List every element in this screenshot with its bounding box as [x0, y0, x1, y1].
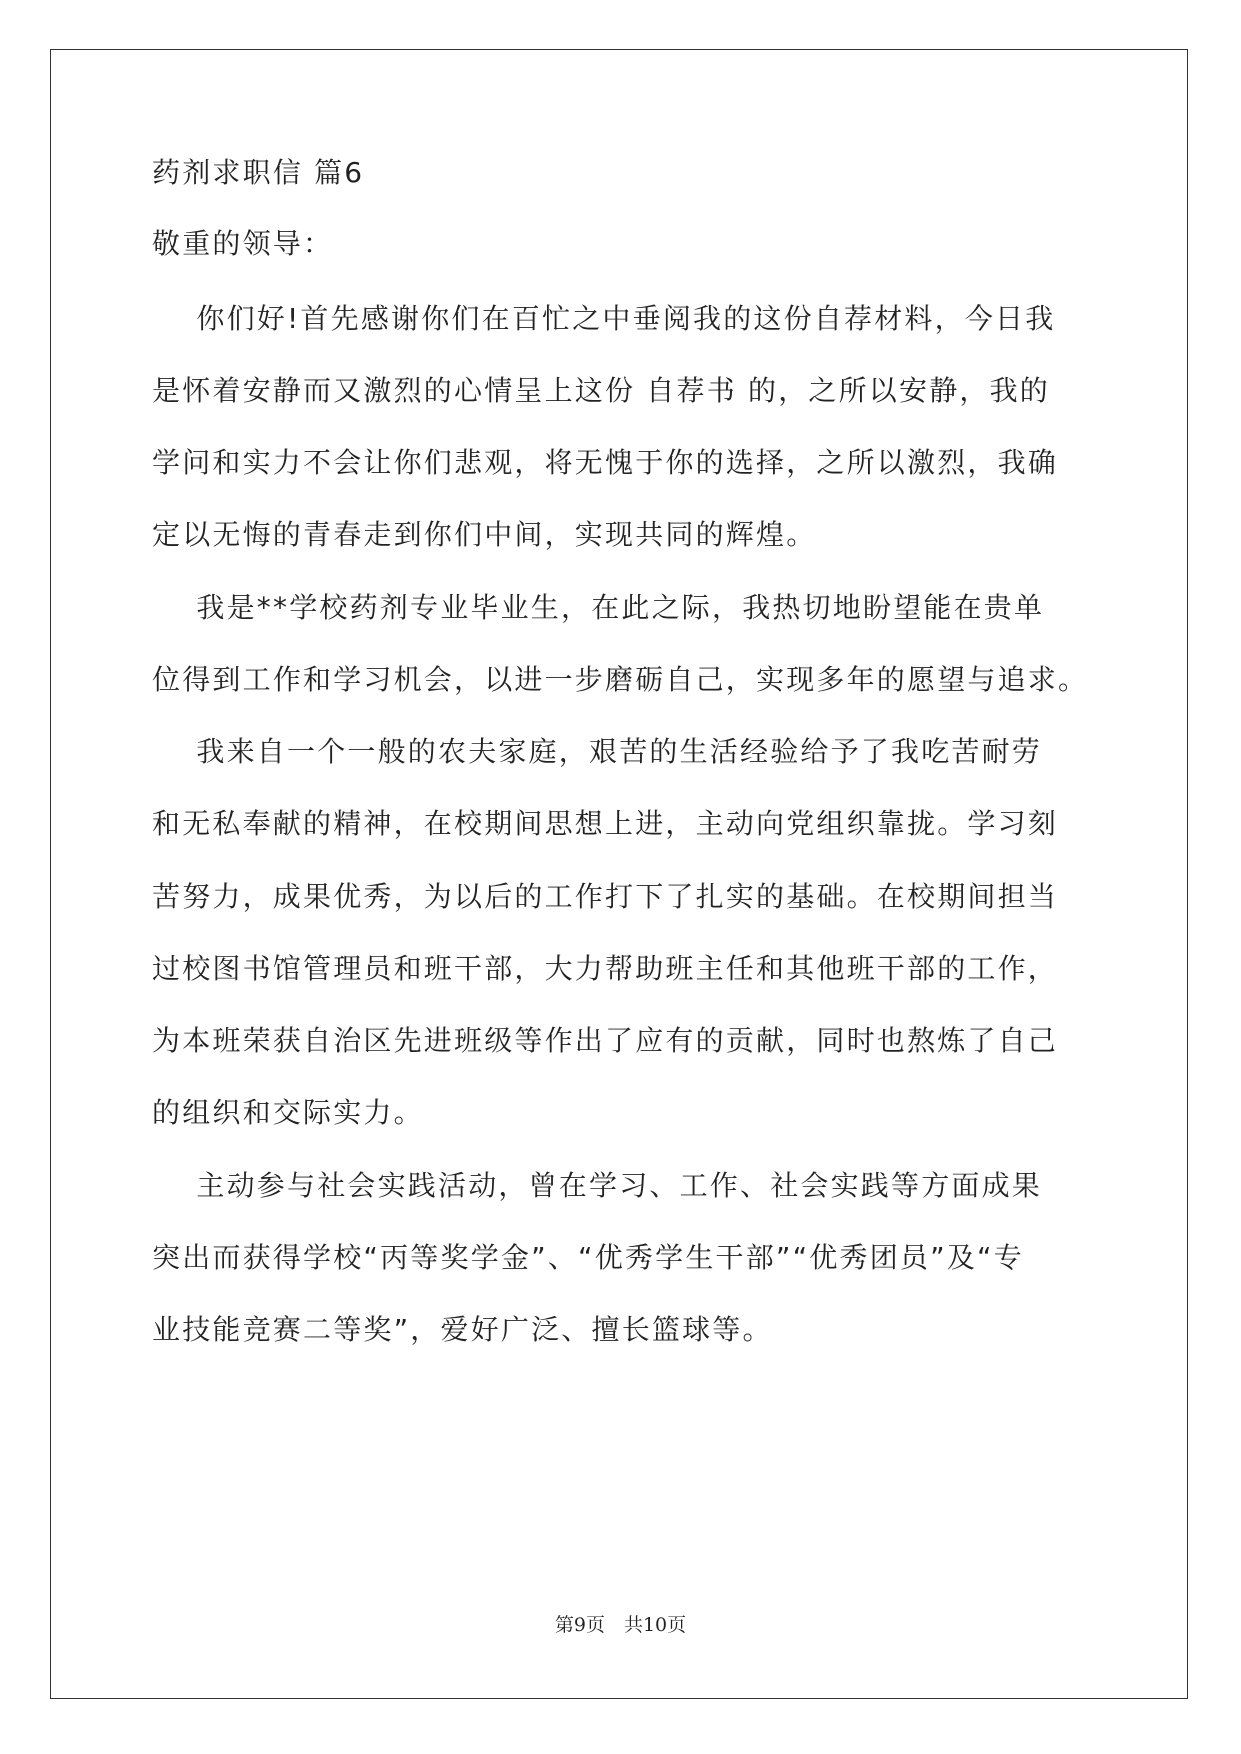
text-line: 苦努力，成果优秀，为以后的工作打下了扎实的基础。在校期间担当 [152, 880, 1059, 913]
text-line: 是怀着安静而又激烈的心情呈上这份 自荐书 的，之所以安静，我的 [152, 374, 1051, 407]
text-line: 和无私奉献的精神，在校期间思想上进，主动向党组织靠拢。学习刻 [152, 807, 1059, 840]
text-line: 你们好!首先感谢你们在百忙之中垂阅我的这份自荐材料，今日我 [152, 302, 1056, 335]
text-line: 业技能竞赛二等奖”，爱好广泛、擅长篮球等。 [152, 1313, 773, 1346]
text-line: 我来自一个一般的农夫家庭，艰苦的生活经验给予了我吃苦耐劳 [152, 735, 1043, 768]
text-line: 过校图书馆管理员和班干部，大力帮助班主任和其他班干部的工作， [152, 952, 1059, 985]
document-title: 药剂求职信 篇6 [152, 156, 365, 189]
text-line: 定以无悔的青春走到你们中间，实现共同的辉煌。 [152, 518, 817, 551]
text-line: 我是**学校药剂专业毕业生，在此之际，我热切地盼望能在贵单 [152, 591, 1045, 624]
salutation: 敬重的领导： [152, 227, 334, 260]
text-line: 突出而获得学校“丙等奖学金”、“优秀学生干部”“优秀团员”及“专 [152, 1241, 1024, 1274]
text-line: 主动参与社会实践活动，曾在学习、工作、社会实践等方面成果 [152, 1169, 1043, 1202]
text-line: 的组织和交际实力。 [152, 1096, 424, 1129]
text-line: 为本班荣获自治区先进班级等作出了应有的贡献，同时也熬炼了自己 [152, 1024, 1059, 1057]
text-line: 学问和实力不会让你们悲观，将无愧于你的选择，之所以激烈，我确 [152, 446, 1059, 479]
page-border [50, 49, 1188, 1699]
text-line: 位得到工作和学习机会，以进一步磨砺自己，实现多年的愿望与追求。 [152, 663, 1089, 696]
page-number: 第9页 共10页 [554, 1614, 687, 1636]
